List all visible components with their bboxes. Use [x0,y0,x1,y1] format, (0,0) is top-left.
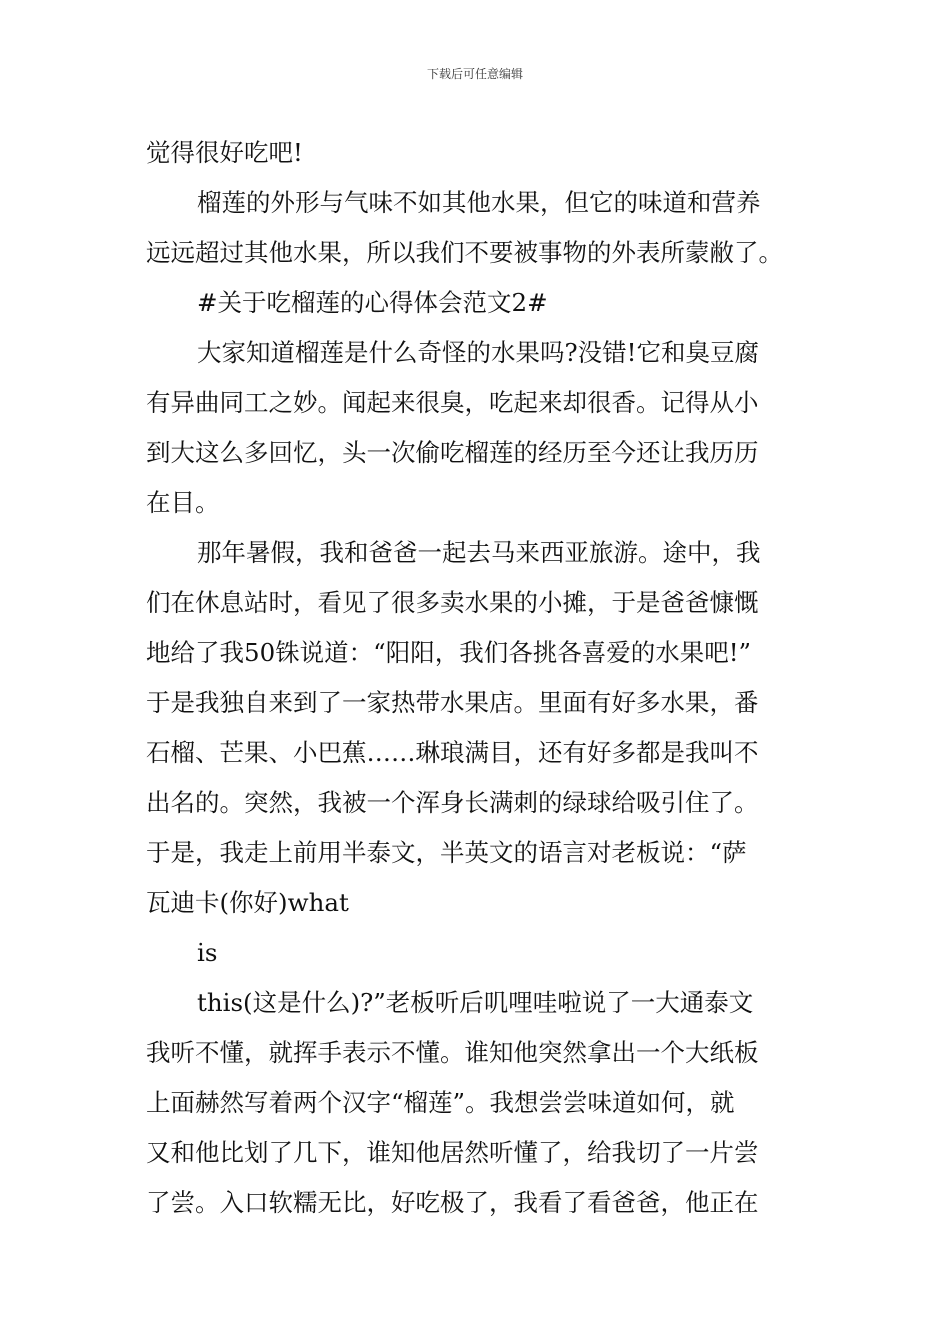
text-line: 石榴、芒果、小巴蕉……琳琅满目，还有好多都是我叫不 [146,738,759,767]
text-line: this(这是什么)?”老板听后叽哩哇啦说了一大通泰文 [197,988,754,1017]
text-line: 于是，我走上前用半泰文，半英文的语言对老板说：“萨 [146,838,747,867]
text-line: 榴莲的外形与气味不如其他水果，但它的味道和营养 [197,188,761,217]
text-line: 们在休息站时，看见了很多卖水果的小摊，于是爸爸慷慨 [146,588,759,617]
text-line: 觉得很好吃吧! [146,138,303,167]
text-line: 了尝。入口软糯无比，好吃极了，我看了看爸爸，他正在 [146,1188,759,1217]
text-line: 出名的。突然，我被一个浑身长满刺的绿球给吸引住了。 [146,788,759,817]
text-line: 我听不懂，就挥手表示不懂。谁知他突然拿出一个大纸板 [146,1038,759,1067]
text-line: 那年暑假，我和爸爸一起去马来西亚旅游。途中，我 [197,538,761,567]
text-line: 上面赫然写着两个汉字“榴莲”。我想尝尝味道如何，就 [146,1088,735,1117]
text-line: 大家知道榴莲是什么奇怪的水果吗?没错!它和臭豆腐 [197,338,759,367]
text-line: 又和他比划了几下，谁知他居然听懂了，给我切了一片尝 [146,1138,759,1167]
page-header: 下载后可任意编辑 [426,67,523,81]
text-line: 在目。 [146,488,220,517]
text-line: 到大这么多回忆，头一次偷吃榴莲的经历至今还让我历历 [146,438,759,467]
text-line: 瓦迪卡(你好)what [146,888,349,917]
document-body [146,128,810,1228]
text-line: 远远超过其他水果，所以我们不要被事物的外表所蒙敝了。 [146,238,783,267]
text-line: 有异曲同工之妙。闻起来很臭，吃起来却很香。记得从小 [146,388,759,417]
section-heading: #关于吃榴莲的心得体会范文2# [197,288,548,317]
text-line: 地给了我50铢说道：“阳阳，我们各挑各喜爱的水果吧!” [146,638,752,667]
text-line: 于是我独自来到了一家热带水果店。里面有好多水果，番 [146,688,759,717]
text-line: is [197,938,218,967]
